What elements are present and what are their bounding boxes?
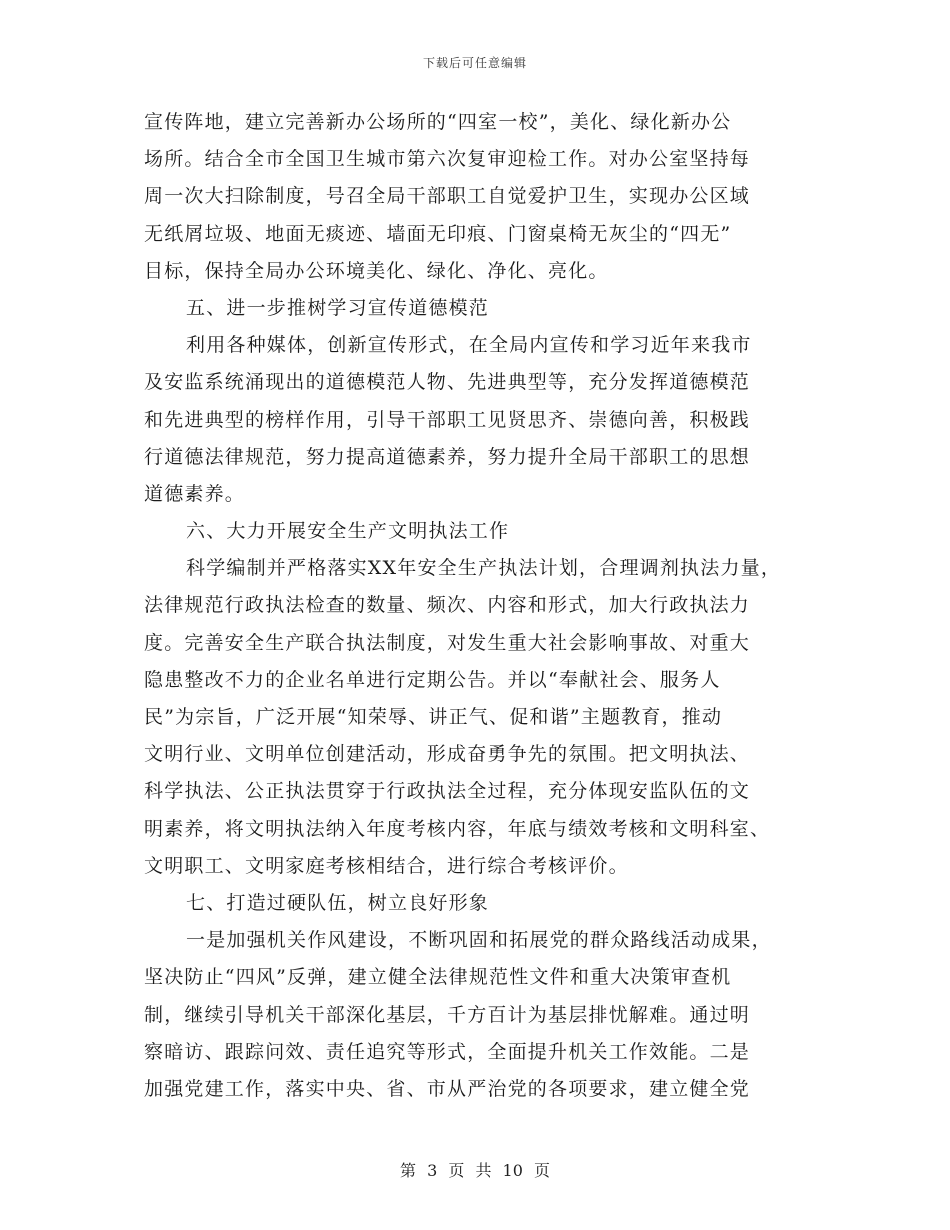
- text-line: 法律规范行政执法检查的数量、频次、内容和形式，加大行政执法力: [144, 594, 751, 617]
- text-line: 行道德法律规范，努力提高道德素养，努力提升全局干部职工的思想: [144, 445, 751, 468]
- text-line: 道德素养。: [144, 482, 246, 505]
- text-line: 科学编制并严格落实XX年安全生产执法计划，合理调剂执法力量，: [186, 557, 782, 580]
- page-number-footer: 第 3 页 共 10 页: [400, 1161, 550, 1180]
- text-line: 科学执法、公正执法贯穿于行政执法全过程，充分体现安监队伍的文: [144, 780, 751, 803]
- text-line: 和先进典型的榜样作用，引导干部职工见贤思齐、崇德向善，积极践: [144, 408, 751, 431]
- text-line: 目标，保持全局办公环境美化、绿化、净化、亮化。: [144, 259, 609, 282]
- text-line: 七、打造过硬队伍，树立良好形象: [186, 891, 490, 914]
- text-line: 利用各种媒体，创新宣传形式，在全局内宣传和学习近年来我市: [186, 334, 752, 357]
- text-line: 五、进一步推树学习宣传道德模范: [186, 296, 490, 319]
- text-line: 一是加强机关作风建设，不断巩固和拓展党的群众路线活动成果，: [186, 929, 772, 952]
- document-body: [144, 104, 812, 1108]
- text-line: 隐患整改不力的企业名单进行定期公告。并以“奉献社会、服务人: [144, 668, 721, 691]
- text-line: 周一次大扫除制度，号召全局干部职工自觉爱护卫生，实现办公区域: [144, 185, 751, 208]
- text-line: 六、大力开展安全生产文明执法工作: [186, 520, 510, 543]
- text-line: 度。完善安全生产联合执法制度，对发生重大社会影响事故、对重大: [144, 631, 751, 654]
- page-header: 下载后可任意编辑: [422, 56, 527, 70]
- text-line: 及安监系统涌现出的道德模范人物、先进典型等，充分发挥道德模范: [144, 371, 751, 394]
- text-line: 加强党建工作，落实中央、省、市从严治党的各项要求，建立健全党: [144, 1077, 751, 1100]
- text-line: 无纸屑垃圾、地面无痰迹、墙面无印痕、门窗桌椅无灰尘的“四无”: [144, 222, 732, 245]
- text-line: 场所。结合全市全国卫生城市第六次复审迎检工作。对办公室坚持每: [144, 148, 751, 171]
- text-line: 明素养，将文明执法纳入年度考核内容，年底与绩效考核和文明科室、: [144, 817, 771, 840]
- text-line: 民”为宗旨，广泛开展“知荣辱、讲正气、促和谐”主题教育，推动: [144, 706, 723, 728]
- text-line: 宣传阵地，建立完善新办公场所的“四室一校”，美化、绿化新办公: [144, 111, 732, 133]
- text-line: 文明职工、文明家庭考核相结合，进行综合考核评价。: [144, 854, 629, 877]
- text-line: 制，继续引导机关干部深化基层，千方百计为基层排忧解难。通过明: [144, 1003, 751, 1026]
- text-line: 文明行业、文明单位创建活动，形成奋勇争先的氛围。把文明执法、: [144, 743, 751, 766]
- text-line: 坚决防止“四风”反弹，建立健全法律规范性文件和重大决策审查机: [144, 966, 732, 989]
- text-line: 察暗访、跟踪问效、责任追究等形式，全面提升机关工作效能。二是: [144, 1040, 751, 1063]
